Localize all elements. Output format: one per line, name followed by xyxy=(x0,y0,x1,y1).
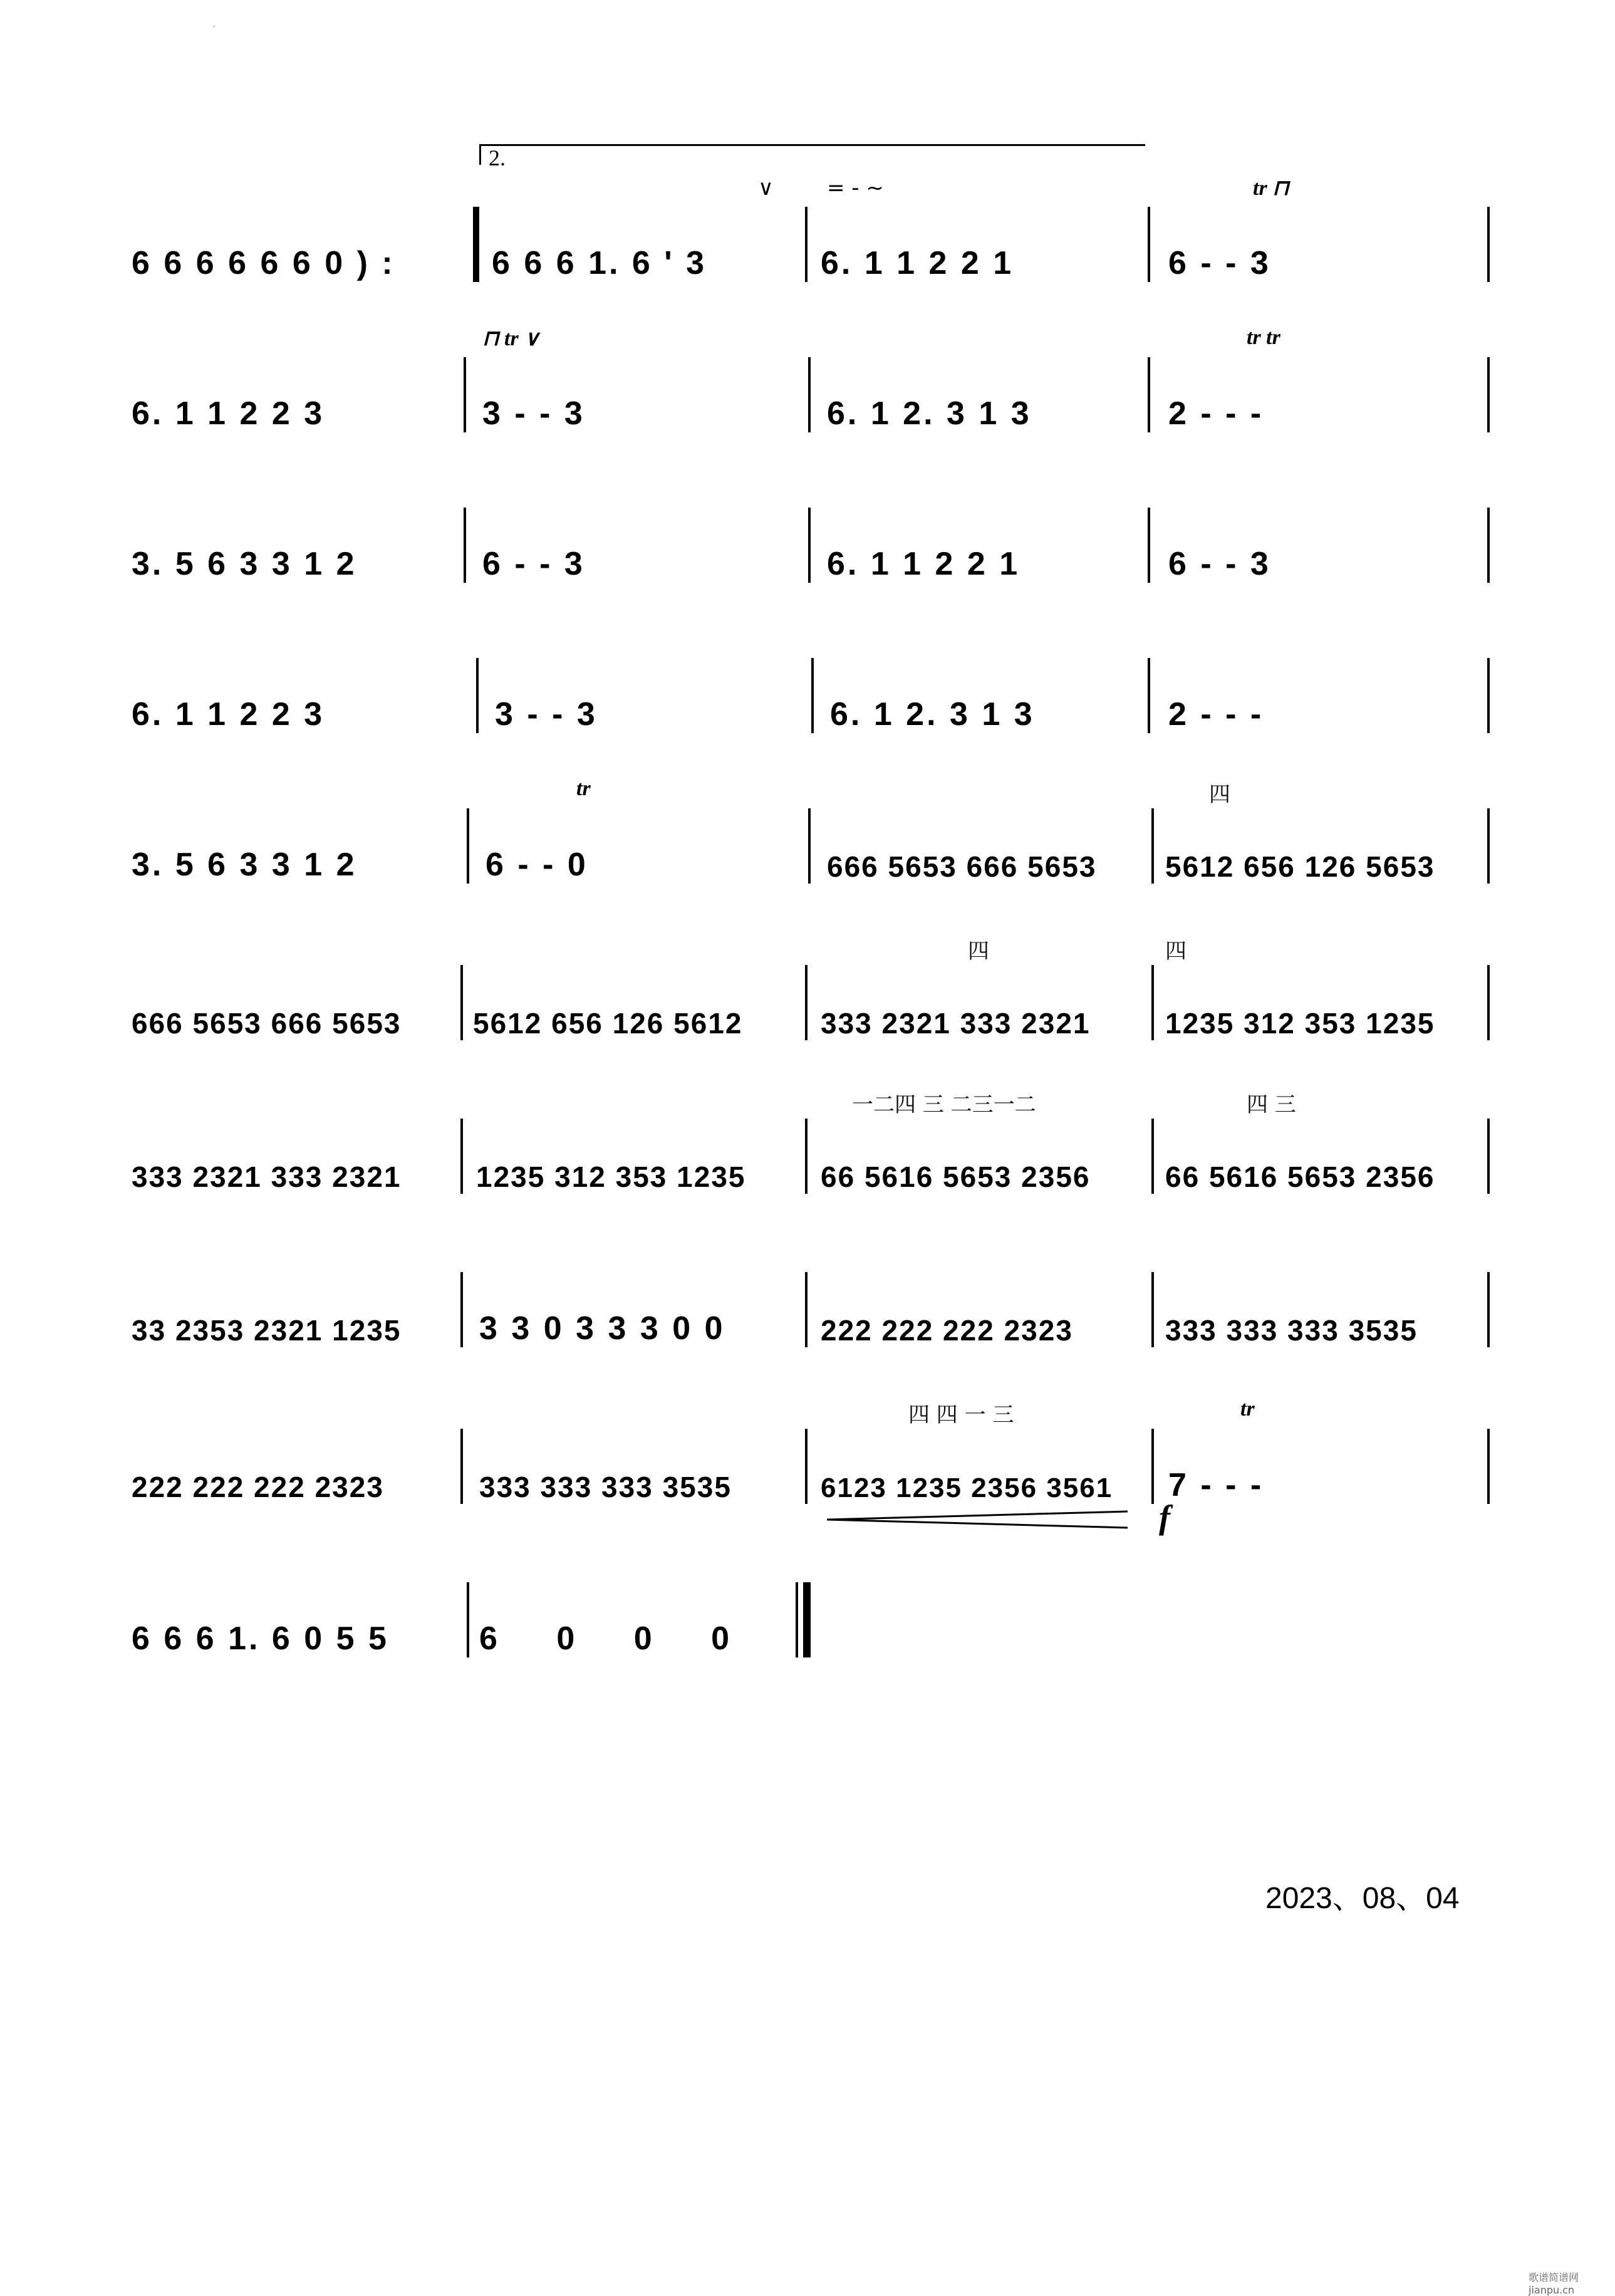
measure xyxy=(495,664,808,733)
measure-notes: 3 3 0 3 3 3 0 0 xyxy=(479,1310,725,1347)
measure xyxy=(1168,664,1482,733)
barline xyxy=(460,1429,463,1504)
measure xyxy=(492,213,780,282)
measure xyxy=(132,815,445,884)
staff-row-6 xyxy=(132,915,1491,1065)
measure xyxy=(132,363,445,432)
barline xyxy=(1487,508,1490,583)
measure-notes: 66 5616 5653 2356 xyxy=(1165,1161,1435,1193)
measure xyxy=(132,1435,457,1504)
measure-notes: 6 - - 0 xyxy=(486,847,588,883)
barline xyxy=(1148,357,1150,432)
measure xyxy=(132,1278,457,1347)
measure xyxy=(132,1125,457,1194)
ornament-fingering: 四 三 xyxy=(1247,1092,1296,1117)
measure-notes: 6. 1 1 2 2 1 xyxy=(827,546,1020,582)
ornament-fingering: 四 四 一 三 xyxy=(908,1402,1014,1427)
measure-notes: 6. 1 1 2 2 3 xyxy=(132,696,325,733)
measure xyxy=(479,1435,805,1504)
barline xyxy=(1148,658,1150,733)
measure-notes: 7 - - - xyxy=(1168,1467,1264,1503)
barline xyxy=(1151,965,1154,1040)
ornament-fingering: 一二四 三 二三一二 xyxy=(852,1092,1036,1117)
measure xyxy=(476,1125,802,1194)
measure-notes: 6. 1 1 2 2 3 xyxy=(132,395,325,432)
measure-notes: 333 333 333 3535 xyxy=(1165,1314,1418,1347)
measure xyxy=(821,213,1134,282)
measure-notes: 1235 312 353 1235 xyxy=(1165,1007,1435,1040)
measure xyxy=(1168,514,1482,583)
measure xyxy=(479,1278,805,1347)
final-barline-thick xyxy=(803,1582,811,1657)
measure xyxy=(827,514,1140,583)
measure xyxy=(1168,213,1482,282)
ornament-trill: tr xyxy=(576,777,591,800)
barline xyxy=(476,658,479,733)
measure-notes: 1235 312 353 1235 xyxy=(476,1161,746,1193)
measure-notes: 3. 5 6 3 3 1 2 xyxy=(132,847,357,883)
barline xyxy=(808,808,811,884)
barline xyxy=(467,808,469,884)
barline xyxy=(464,357,466,432)
measure xyxy=(821,1125,1146,1194)
measure xyxy=(827,815,1153,884)
barline xyxy=(1487,1429,1490,1504)
measure-notes: 2 - - - xyxy=(1168,395,1264,432)
measure-notes: 666 5653 666 5653 xyxy=(132,1007,402,1040)
measure-notes: 333 2321 333 2321 xyxy=(821,1007,1091,1040)
measure xyxy=(830,664,1143,733)
measure-notes: 333 333 333 3535 xyxy=(479,1471,732,1503)
barline xyxy=(1148,207,1150,282)
measure xyxy=(132,514,445,583)
barline xyxy=(1151,808,1154,884)
barline xyxy=(1487,1119,1490,1194)
barline xyxy=(460,1119,463,1194)
volta-label: 2. xyxy=(489,145,506,170)
ornament-trill: ⊓ tr ∨ xyxy=(482,327,540,350)
barline xyxy=(1487,1272,1490,1347)
measure-notes: 6 6 6 1. 6 ' 3 xyxy=(492,245,707,281)
staff-row-2 xyxy=(132,307,1491,457)
barline xyxy=(1487,658,1490,733)
measure-notes: 222 222 222 2323 xyxy=(132,1471,384,1503)
measure-notes: 6123 1235 2356 3561 xyxy=(821,1473,1113,1503)
measure xyxy=(1165,1125,1491,1194)
barline xyxy=(460,1272,463,1347)
measure-notes: 6 6 6 6 6 6 0 ) : xyxy=(132,245,395,281)
measure-notes: 222 222 222 2323 xyxy=(821,1314,1073,1347)
corner-mark: . xyxy=(213,19,216,29)
ornament-fingering: 四 xyxy=(968,939,989,964)
measure xyxy=(486,815,799,884)
measure xyxy=(132,971,457,1040)
measure xyxy=(482,363,796,432)
measure-notes: 666 5653 666 5653 xyxy=(827,850,1097,883)
measure xyxy=(1165,971,1491,1040)
ornament-fingering: 四 xyxy=(1165,939,1187,964)
measure-notes: 6. 1 2. 3 1 3 xyxy=(830,696,1035,733)
staff-row-10 xyxy=(132,1532,1491,1683)
barline xyxy=(467,1582,469,1657)
measure-notes: 66 5616 5653 2356 xyxy=(821,1161,1091,1193)
measure xyxy=(1168,363,1482,432)
measure xyxy=(482,514,796,583)
barline xyxy=(805,965,808,1040)
barline xyxy=(808,357,811,432)
barline xyxy=(805,207,808,282)
staff-row-4 xyxy=(132,608,1491,758)
measure xyxy=(132,664,445,733)
measure-notes: 333 2321 333 2321 xyxy=(132,1161,402,1193)
staff-row-1 xyxy=(132,157,1491,307)
measure xyxy=(821,971,1146,1040)
barline xyxy=(811,658,814,733)
measure-notes: 5612 656 126 5653 xyxy=(1165,850,1435,883)
measure xyxy=(821,1435,1146,1504)
measure-notes: 3. 5 6 3 3 1 2 xyxy=(132,546,357,582)
ornament-breath: ∨ xyxy=(758,175,774,201)
measure xyxy=(132,1589,457,1657)
measure xyxy=(1165,1278,1491,1347)
barline xyxy=(1487,357,1490,432)
measure xyxy=(827,363,1140,432)
measure-notes: 33 2353 2321 1235 xyxy=(132,1314,402,1347)
barline xyxy=(805,1119,808,1194)
final-barline-thin xyxy=(796,1582,798,1657)
measure-notes: 6. 1 1 2 2 1 xyxy=(821,245,1014,281)
measure-notes: 6 0 0 0 xyxy=(479,1620,755,1657)
measure-notes: 6 - - 3 xyxy=(1168,546,1271,582)
measure-notes: 3 - - 3 xyxy=(495,696,598,733)
barline xyxy=(464,508,466,583)
staff-row-9 xyxy=(132,1379,1491,1536)
barline xyxy=(1151,1119,1154,1194)
measure-notes: 5612 656 126 5612 xyxy=(473,1007,743,1040)
barline xyxy=(805,1429,808,1504)
measure xyxy=(132,213,464,282)
barline xyxy=(808,508,811,583)
barline xyxy=(1148,508,1150,583)
decrescendo-hairpin xyxy=(827,1510,1128,1529)
barline xyxy=(1487,965,1490,1040)
measure xyxy=(473,971,799,1040)
measure xyxy=(1165,815,1491,884)
measure xyxy=(821,1278,1146,1347)
barline xyxy=(460,965,463,1040)
measure-notes: 6 - - 3 xyxy=(482,546,585,582)
measure-notes: 2 - - - xyxy=(1168,696,1264,733)
measure xyxy=(1168,1435,1482,1504)
site-watermark: 歌谱简谱网 jianpu.cn xyxy=(1529,2272,1579,2296)
ornament-trill: tr tr xyxy=(1247,326,1280,349)
barline xyxy=(473,207,479,282)
measure-notes: 6 6 6 1. 6 0 5 5 xyxy=(132,1620,389,1657)
date-stamp: 2023、08、04 xyxy=(1265,1882,1460,1915)
ornament-bowing: = - ~ xyxy=(827,175,884,201)
staff-row-3 xyxy=(132,457,1491,608)
measure-notes: 6. 1 2. 3 1 3 xyxy=(827,395,1032,432)
ornament-fingering: 四 xyxy=(1209,782,1230,807)
dynamic-forte: f xyxy=(1159,1498,1170,1536)
staff-row-5 xyxy=(132,758,1491,909)
ornament-trill: tr xyxy=(1240,1397,1255,1421)
barline xyxy=(1487,207,1490,282)
barline xyxy=(1151,1429,1154,1504)
barline xyxy=(1151,1272,1154,1347)
measure xyxy=(479,1589,805,1657)
barline xyxy=(1487,808,1490,884)
ornament-trill: tr ⊓ xyxy=(1253,177,1289,200)
measure-notes: 3 - - 3 xyxy=(482,395,585,432)
barline xyxy=(805,1272,808,1347)
staff-row-8 xyxy=(132,1222,1491,1372)
measure-notes: 6 - - 3 xyxy=(1168,245,1271,281)
staff-row-7 xyxy=(132,1068,1491,1219)
